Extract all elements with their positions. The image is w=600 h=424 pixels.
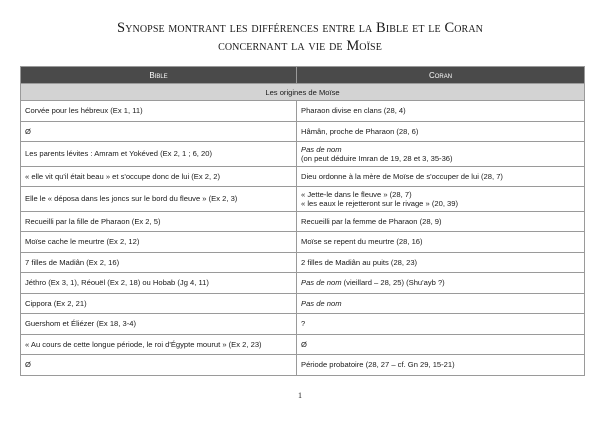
bible-cell: Corvée pour les hébreux (Ex 1, 11) bbox=[21, 101, 297, 122]
coran-line-2: (on peut déduire Imran de 19, 28 et 3, 35-36) bbox=[301, 153, 453, 163]
coran-italic-text: Pas de nom bbox=[301, 278, 342, 288]
coran-text: (vieillard – 28, 25) (Shu'ayb ?) bbox=[341, 278, 445, 288]
header-coran: Coran bbox=[297, 67, 585, 84]
coran-cell: Dieu ordonne à la mère de Moïse de s'occuper de lui (28, 7) bbox=[297, 166, 585, 187]
table-row bbox=[21, 101, 585, 122]
bible-cell: Recueilli par la fille de Pharaon (Ex 2, 5) bbox=[21, 211, 297, 232]
coran-italic-text: Pas de nom bbox=[301, 144, 342, 154]
bible-cell: Ø bbox=[21, 121, 297, 142]
table-row bbox=[21, 211, 585, 232]
document-title bbox=[0, 19, 600, 55]
page-number: 1 bbox=[298, 391, 302, 400]
coran-cell: ? bbox=[297, 314, 585, 335]
title-line-1: Synopse montrant les différences entre la Bible et le Coran bbox=[117, 20, 483, 36]
table-row bbox=[21, 121, 585, 142]
coran-cell: 2 filles de Madiân au puits (28, 23) bbox=[297, 252, 585, 273]
table-row bbox=[21, 293, 585, 314]
table-row bbox=[21, 355, 585, 376]
section-title: Les origines de Moïse bbox=[21, 84, 585, 101]
coran-cell: Pharaon divise en clans (28, 4) bbox=[297, 101, 585, 122]
bible-cell: Les parents lévites : Amram et Yokéved (Ex 2, 1 ; 6, 20) bbox=[21, 142, 297, 167]
coran-line-1: « Jette-le dans le fleuve » (28, 7) bbox=[301, 189, 412, 199]
coran-cell: Période probatoire (28, 27 – cf. Gn 29, 15-21) bbox=[297, 355, 585, 376]
coran-cell bbox=[297, 293, 585, 314]
table-row bbox=[21, 187, 585, 212]
coran-line-2: « les eaux le rejetteront sur le rivage » (20, 39) bbox=[301, 198, 459, 208]
table-row bbox=[21, 273, 585, 294]
coran-italic-text: Pas de nom bbox=[301, 298, 342, 308]
bible-cell: Cippora (Ex 2, 21) bbox=[21, 293, 297, 314]
coran-cell bbox=[297, 273, 585, 294]
bible-cell: Guershom et Éliézer (Ex 18, 3-4) bbox=[21, 314, 297, 335]
table-row bbox=[21, 314, 585, 335]
coran-cell: Moïse se repent du meurtre (28, 16) bbox=[297, 232, 585, 253]
bible-cell: « Au cours de cette longue période, le roi d'Égypte mourut » (Ex 2, 23) bbox=[21, 334, 297, 355]
table-row bbox=[21, 252, 585, 273]
coran-cell bbox=[297, 142, 585, 167]
bible-cell: 7 filles de Madiân (Ex 2, 16) bbox=[21, 252, 297, 273]
synopsis-table bbox=[20, 66, 585, 376]
bible-cell: Jéthro (Ex 3, 1), Réouël (Ex 2, 18) ou Hobab (Jg 4, 11) bbox=[21, 273, 297, 294]
bible-cell: Ø bbox=[21, 355, 297, 376]
title-line-2: concernant la vie de Moïse bbox=[218, 38, 382, 54]
coran-cell: Hâmân, proche de Pharaon (28, 6) bbox=[297, 121, 585, 142]
table-header-row bbox=[21, 67, 585, 84]
bible-cell: Moïse cache le meurtre (Ex 2, 12) bbox=[21, 232, 297, 253]
bible-cell: « elle vit qu'il était beau » et s'occupe donc de lui (Ex 2, 2) bbox=[21, 166, 297, 187]
table-row bbox=[21, 334, 585, 355]
bible-cell: Elle le « déposa dans les joncs sur le bord du fleuve » (Ex 2, 3) bbox=[21, 187, 297, 212]
section-row bbox=[21, 84, 585, 101]
table-row bbox=[21, 142, 585, 167]
coran-cell bbox=[297, 187, 585, 212]
coran-cell: Ø bbox=[297, 334, 585, 355]
table-row bbox=[21, 232, 585, 253]
header-bible: Bible bbox=[21, 67, 297, 84]
coran-cell: Recueilli par la femme de Pharaon (28, 9) bbox=[297, 211, 585, 232]
table-row bbox=[21, 166, 585, 187]
